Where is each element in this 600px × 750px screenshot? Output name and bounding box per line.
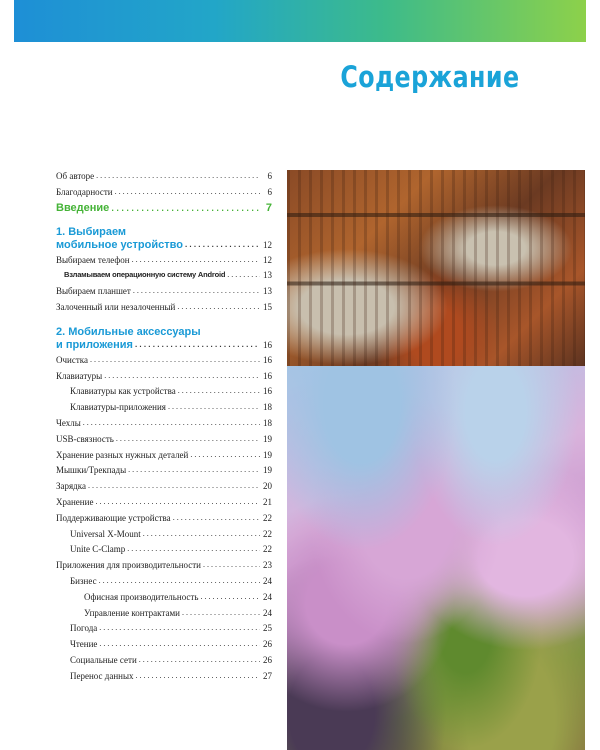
chapter-title-line: 1. Выбираем	[56, 225, 127, 238]
toc-entry[interactable]	[56, 510, 272, 526]
leader-dots	[127, 541, 260, 557]
toc-entry[interactable]	[56, 368, 272, 384]
toc-entry-page: 16	[263, 386, 272, 397]
toc-entry-label: Взламываем операционную систему Android	[64, 270, 226, 280]
toc-entry-page: 15	[263, 301, 272, 312]
table-of-contents	[56, 168, 272, 684]
leader-dots	[200, 589, 260, 605]
toc-entry-label: Введение	[56, 201, 110, 214]
toc-entry-label: USB-связность	[56, 433, 114, 444]
toc-entry[interactable]	[56, 557, 272, 573]
toc-entry-page: 13	[263, 286, 272, 297]
leader-dots	[90, 352, 260, 368]
leader-dots	[99, 573, 260, 589]
page-title: Содержание	[340, 60, 520, 94]
leader-dots	[168, 399, 260, 415]
leader-dots	[88, 478, 260, 494]
toc-entry[interactable]	[56, 447, 272, 463]
toc-entry[interactable]	[56, 352, 272, 368]
toc-entry-label: Выбираем телефон	[56, 254, 130, 265]
toc-entry-label: Благодарности	[56, 186, 113, 197]
toc-entry-label: Залоченный или незалоченный	[56, 301, 176, 312]
toc-entry[interactable]	[56, 168, 272, 184]
toc-entry[interactable]	[56, 299, 272, 315]
rusted-metal-photo	[287, 170, 585, 366]
toc-entry[interactable]	[56, 383, 272, 399]
leader-dots	[104, 368, 260, 384]
toc-entry-label: Погода	[70, 623, 98, 634]
toc-entry-page: 21	[263, 496, 272, 507]
leader-dots	[116, 431, 260, 447]
toc-entry-page: 12	[263, 240, 272, 251]
toc-entry-page: 22	[263, 512, 272, 523]
toc-entry[interactable]	[56, 620, 272, 636]
toc-entry-page: 27	[263, 670, 272, 681]
toc-entry[interactable]	[56, 605, 272, 621]
toc-entry-page: 24	[263, 575, 272, 586]
leader-dots	[136, 668, 260, 684]
toc-entry-page: 24	[263, 591, 272, 602]
leader-dots	[173, 510, 260, 526]
leader-dots	[95, 494, 260, 510]
toc-entry[interactable]	[56, 415, 272, 431]
toc-entry[interactable]	[56, 526, 272, 542]
toc-entry-page: 16	[263, 340, 272, 351]
leader-dots	[182, 605, 260, 621]
toc-entry-label: Выбираем планшет	[56, 286, 131, 297]
toc-entry-page: 12	[263, 254, 272, 265]
leader-dots	[99, 620, 260, 636]
toc-entry[interactable]	[56, 252, 272, 268]
toc-entry-page: 16	[263, 370, 272, 381]
leader-dots	[143, 526, 260, 542]
leader-dots	[190, 447, 260, 463]
toc-entry-label: Чтение	[70, 639, 98, 650]
toc-entry-label: Universal X-Mount	[70, 528, 141, 539]
toc-entry[interactable]	[56, 462, 272, 478]
toc-entry-label: Офисная производительность	[84, 591, 199, 602]
leader-dots	[139, 652, 260, 668]
toc-entry-page: 26	[263, 654, 272, 665]
toc-entry[interactable]	[56, 636, 272, 652]
leader-dots	[178, 383, 260, 399]
toc-entry-label: Социальные сети	[70, 654, 137, 665]
toc-entry[interactable]	[56, 652, 272, 668]
toc-entry[interactable]	[56, 184, 272, 200]
toc-entry[interactable]	[56, 431, 272, 447]
toc-entry[interactable]	[56, 494, 272, 510]
toc-entry[interactable]	[56, 267, 272, 283]
toc-entry-label: Клавиатуры-приложения	[70, 402, 166, 413]
chapter-title-line: мобильное устройство	[56, 239, 183, 252]
toc-intro-entry[interactable]	[56, 200, 272, 216]
toc-entry[interactable]	[56, 589, 272, 605]
blurred-flowers-photo	[287, 366, 585, 750]
chapter-2-heading[interactable]	[56, 326, 272, 352]
toc-entry-label: Клавиатуры	[56, 370, 103, 381]
toc-entry-label: Чехлы	[56, 417, 81, 428]
toc-entry[interactable]	[56, 283, 272, 299]
toc-entry-page: 25	[263, 623, 272, 634]
toc-entry[interactable]	[56, 399, 272, 415]
toc-entry-label: Зарядка	[56, 481, 86, 492]
toc-entry-label: Об авторе	[56, 171, 95, 181]
leader-dots	[185, 238, 260, 252]
toc-entry-label: Приложения для производительности	[56, 560, 201, 571]
toc-entry-page: 6	[267, 186, 272, 197]
leader-dots	[111, 200, 260, 216]
toc-entry-page: 26	[263, 639, 272, 650]
toc-entry-label: Очистка	[56, 354, 89, 365]
leader-dots	[135, 338, 260, 352]
toc-entry-label: Бизнес	[70, 575, 97, 586]
leader-dots	[177, 299, 260, 315]
toc-entry-page: 22	[263, 544, 272, 555]
toc-entry[interactable]	[56, 541, 272, 557]
toc-entry-page: 24	[263, 607, 272, 618]
toc-entry-label: Хранение	[56, 496, 94, 507]
toc-entry-label: Клавиатуры как устройства	[70, 386, 176, 397]
leader-dots	[203, 557, 260, 573]
leader-dots	[83, 415, 260, 431]
toc-entry-page: 16	[263, 354, 272, 365]
toc-entry-page: 20	[263, 481, 272, 492]
toc-entry-label: Мышки/Трекпады	[56, 465, 127, 476]
leader-dots	[115, 184, 260, 200]
toc-entry-page: 19	[263, 433, 272, 444]
leader-dots	[133, 283, 260, 299]
toc-entry-label: Хранение разных нужных деталей	[56, 449, 189, 460]
toc-entry-page: 18	[263, 417, 272, 428]
toc-entry[interactable]	[56, 668, 272, 684]
toc-entry-page: 22	[263, 528, 272, 539]
leader-dots	[96, 168, 260, 184]
toc-entry-page: 18	[263, 402, 272, 413]
chapter-title-line: 2. Мобильные аксессуары	[56, 325, 201, 338]
toc-entry[interactable]	[56, 478, 272, 494]
leader-dots	[128, 462, 260, 478]
leader-dots	[99, 636, 260, 652]
leader-dots	[227, 267, 260, 283]
leader-dots	[132, 252, 260, 268]
toc-entry-page: 13	[263, 270, 272, 281]
toc-entry-page: 19	[263, 449, 272, 460]
toc-entry-page: 7	[265, 201, 272, 214]
chapter-title-line: и приложения	[56, 339, 133, 352]
toc-entry-page: 19	[263, 465, 272, 476]
chapter-1-heading[interactable]	[56, 226, 272, 252]
toc-entry-label: Поддерживающие устройства	[56, 512, 171, 523]
toc-entry-page: 6	[267, 171, 272, 181]
toc-entry-page: 23	[263, 560, 272, 571]
toc-entry[interactable]	[56, 573, 272, 589]
toc-entry-label: Управление контрактами	[84, 607, 180, 618]
header-color-band	[14, 0, 586, 42]
toc-entry-label: Unite C-Clamp	[70, 544, 126, 555]
toc-entry-label: Перенос данных	[70, 670, 134, 681]
